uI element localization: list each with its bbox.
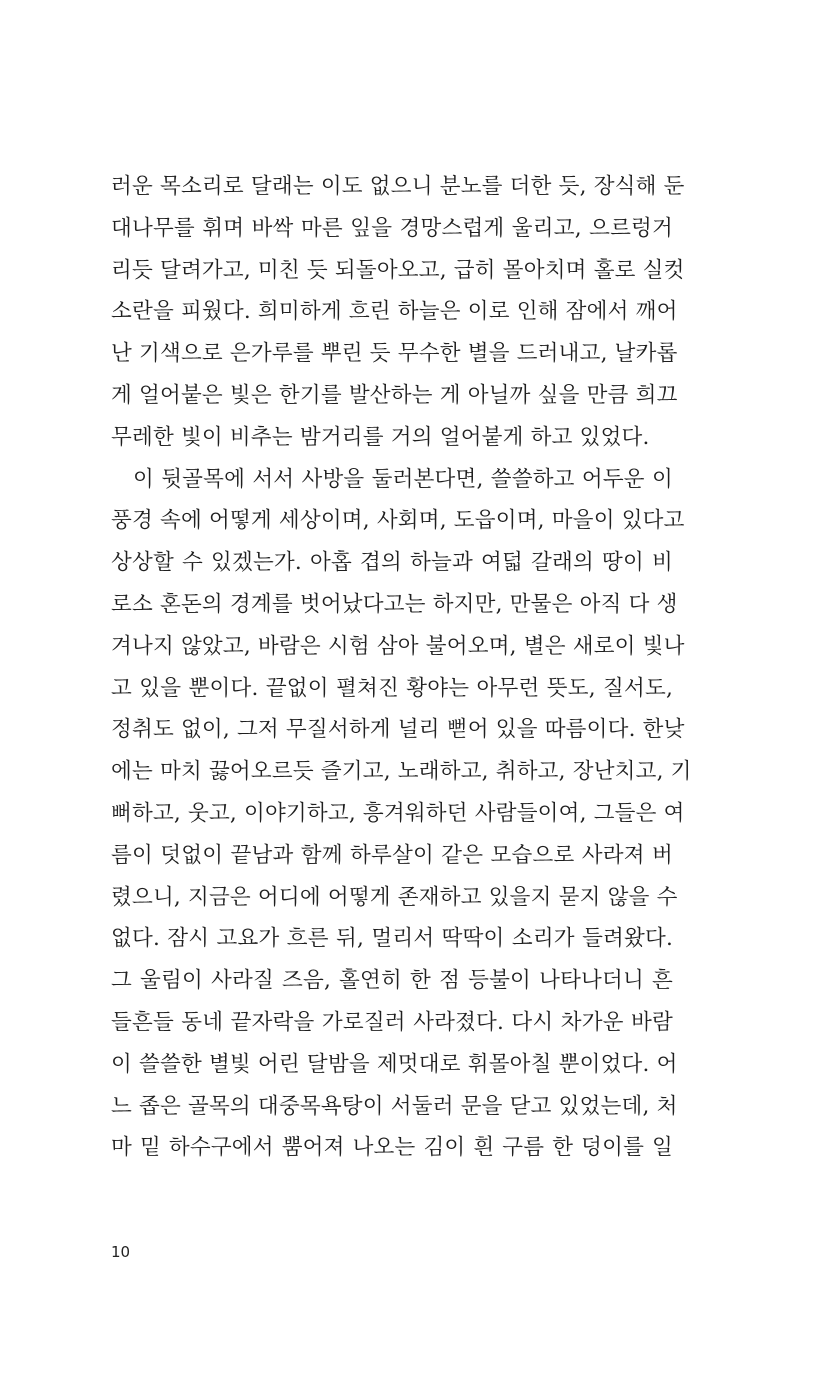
text-line: 풍경 속에 어떻게 세상이며, 사회며, 도읍이며, 마을이 있다고 bbox=[111, 508, 685, 534]
text-line: 느 좁은 골목의 대중목욕탕이 서둘러 문을 닫고 있었는데, 처 bbox=[111, 1093, 678, 1119]
paragraph-start-line: 이 뒷골목에 서서 사방을 둘러본다면, 쓸쓸하고 어두운 이 bbox=[133, 466, 673, 492]
text-line: 에는 마치 끓어오르듯 즐기고, 노래하고, 취하고, 장난치고, 기 bbox=[111, 759, 692, 785]
text-line: 겨나지 않았고, 바람은 시험 삼아 불어오며, 별은 새로이 빛나 bbox=[111, 633, 685, 659]
text-line: 마 밑 하수구에서 뿜어져 나오는 김이 흰 구름 한 덩이를 일 bbox=[111, 1135, 673, 1161]
text-line: 들흔들 동네 끝자락을 가로질러 사라졌다. 다시 차가운 바람 bbox=[111, 1009, 673, 1035]
text-line: 게 얼어붙은 빛은 한기를 발산하는 게 아닐까 싶을 만큼 희끄 bbox=[111, 382, 678, 408]
text-line: 뻐하고, 웃고, 이야기하고, 흥겨워하던 사람들이여, 그들은 여 bbox=[111, 800, 685, 826]
text-line: 상상할 수 있겠는가. 아홉 겹의 하늘과 여덟 갈래의 땅이 비 bbox=[111, 550, 673, 576]
text-line: 러운 목소리로 달래는 이도 없으니 분노를 더한 듯, 장식해 둔 bbox=[111, 174, 685, 199]
text-line: 대나무를 휘며 바싹 마른 잎을 경망스럽게 울리고, 으르렁거 bbox=[111, 215, 673, 241]
text-line: 고 있을 뿐이다. 끝없이 펼쳐진 황야는 아무런 뜻도, 질서도, bbox=[111, 675, 673, 701]
text-line: 난 기색으로 은가루를 뿌린 듯 무수한 별을 드러내고, 날카롭 bbox=[111, 341, 678, 367]
text-line: 름이 덧없이 끝남과 함께 하루살이 같은 모습으로 사라져 버 bbox=[111, 842, 673, 868]
body-text bbox=[111, 166, 692, 1169]
text-line: 정취도 없이, 그저 무질서하게 널리 뻗어 있을 따름이다. 한낮 bbox=[111, 717, 685, 743]
text-line: 리듯 달려가고, 미친 듯 되돌아오고, 급히 몰아치며 홀로 실컷 bbox=[111, 257, 685, 283]
text-line: 없다. 잠시 고요가 흐른 뒤, 멀리서 딱딱이 소리가 들려왔다. bbox=[111, 926, 673, 952]
page-number: 10 bbox=[111, 1243, 131, 1261]
text-line: 소란을 피웠다. 희미하게 흐린 하늘은 이로 인해 잠에서 깨어 bbox=[111, 299, 678, 325]
text-line: 이 쓸쓸한 별빛 어린 달밤을 제멋대로 휘몰아칠 뿐이었다. 어 bbox=[111, 1051, 678, 1077]
paragraph-end-line: 무레한 빛이 비추는 밤거리를 거의 얼어붙게 하고 있었다. bbox=[111, 424, 650, 450]
text-line: 로소 혼돈의 경계를 벗어났다고는 하지만, 만물은 아직 다 생 bbox=[111, 591, 678, 617]
text-line: 렸으니, 지금은 어디에 어떻게 존재하고 있을지 묻지 않을 수 bbox=[111, 884, 678, 910]
text-line: 그 울림이 사라질 즈음, 홀연히 한 점 등불이 나타나더니 흔 bbox=[111, 968, 673, 994]
